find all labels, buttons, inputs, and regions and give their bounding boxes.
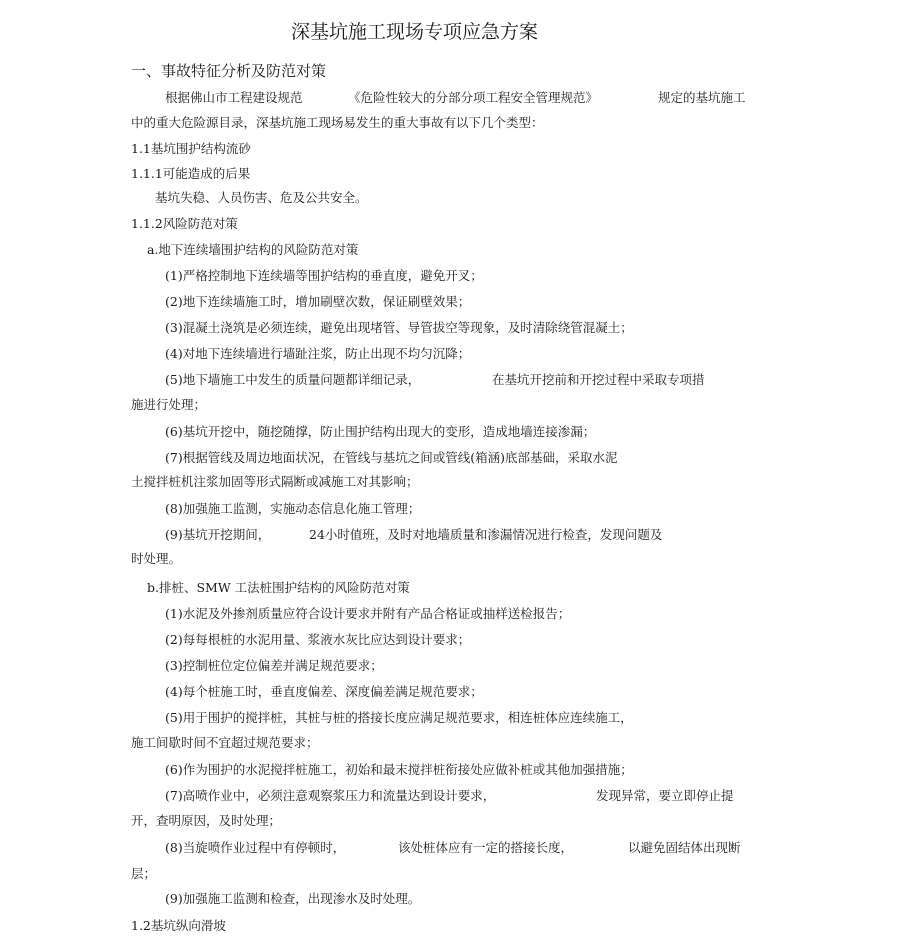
a-item-9-part-2: 24小时值班，及时对地墙质量和渗漏情况进行检查，发现问题及 [309,527,663,542]
b-item-8-part-3: 以避免固结体出现断 [628,840,741,855]
b-item-8-part-2: 该处桩体应有一定的搭接长度， [398,840,574,855]
a-item-5 [0,372,920,388]
b-item-8-part-1: (8)当旋喷作业过程中有停顿时， [165,840,346,855]
a-item-6: (6)基坑开挖中，随挖随撑，防止围护结构出现大的变形，造成地墙连接渗漏； [165,424,596,439]
intro-part-3: 规定的基坑施工 [658,90,746,105]
b-item-7-part-1: (7)高喷作业中，必须注意观察浆压力和流量达到设计要求， [165,788,496,803]
a-item-7-cont: 土搅拌桩机注浆加固等形式隔断或减施工对其影响； [131,474,419,489]
a-item-1: (1)严格控制地下连续墙等围护结构的垂直度，避免开叉； [165,268,483,283]
a-item-8: (8)加强施工监测，实施动态信息化施工管理； [165,501,421,516]
a-item-9-cont: 时处理。 [131,551,182,566]
a-item-5-part-2: 在基坑开挖前和开挖过程中采取专项措 [492,372,705,387]
subsection-1-1-2: 1.1.2风险防范对策 [131,216,238,231]
b-item-9: (9)加强施工监测和检查，出现渗水及时处理。 [165,891,421,906]
item-group-a-title: a.地下连续墙围护结构的风险防范对策 [147,242,359,257]
subsection-1-2: 1.2基坑纵向滑坡 [131,918,226,933]
a-item-9-part-1: (9)基坑开挖期间， [165,527,271,542]
b-item-1: (1)水泥及外掺剂质量应符合设计要求并附有产品合格证或抽样送检报告； [165,606,571,621]
b-item-5-cont: 施工间歇时间不宜超过规范要求； [131,735,319,750]
b-item-8 [0,840,920,856]
b-item-7-part-2: 发现异常，要立即停止提 [596,788,734,803]
b-item-7 [0,788,920,804]
b-item-7-cont: 开，查明原因，及时处理； [131,813,282,828]
intro-line-1 [0,90,920,106]
b-item-2: (2)每每根桩的水泥用量、浆液水灰比应达到设计要求； [165,632,471,647]
b-item-4: (4)每个桩施工时，垂直度偏差、深度偏差满足规范要求； [165,684,483,699]
subsection-1-1: 1.1基坑围护结构流砂 [131,141,251,156]
item-group-b-title: b.排桩、SMW 工法桩围护结构的风险防范对策 [147,580,410,595]
intro-line-2: 中的重大危险源目录，深基坑施工现场易发生的重大事故有以下几个类型： [131,115,544,130]
consequence-text: 基坑失稳、人员伤害、危及公共安全。 [155,190,368,205]
a-item-5-cont: 施进行处理； [131,397,207,412]
subsection-1-1-1: 1.1.1可能造成的后果 [131,166,251,181]
doc-title: 深基坑施工现场专项应急方案 [291,21,539,43]
a-item-9 [0,527,920,543]
b-item-6: (6)作为围护的水泥搅拌桩施工，初始和最末搅拌桩衔接处应做补桩或其他加强措施； [165,762,633,777]
a-item-5-part-1: (5)地下墙施工中发生的质量问题都详细记录， [165,372,421,387]
b-item-8-cont: 层； [131,866,157,881]
intro-part-2: 《危险性较大的分部分项工程安全管理规范》 [348,90,599,105]
intro-part-1: 根据佛山市工程建设规范 [165,90,303,105]
a-item-3: (3)混凝土浇筑是必须连续，避免出现堵管、导管拔空等现象，及时清除绕管混凝土； [165,320,633,335]
a-item-2: (2)地下连续墙施工时，增加刷壁次数，保证刷壁效果； [165,294,471,309]
section-heading-1: 一、事故特征分析及防范对策 [131,62,327,80]
b-item-3: (3)控制桩位定位偏差并满足规范要求； [165,658,383,673]
b-item-5: (5)用于围护的搅拌桩，其桩与桩的搭接长度应满足规范要求，相连桩体应连续施工， [165,710,633,725]
a-item-4: (4)对地下连续墙进行墙趾注浆，防止出现不均匀沉降； [165,346,471,361]
a-item-7: (7)根据管线及周边地面状况，在管线与基坑之间或管线(箱涵)底部基础，采取水泥 [165,450,618,465]
